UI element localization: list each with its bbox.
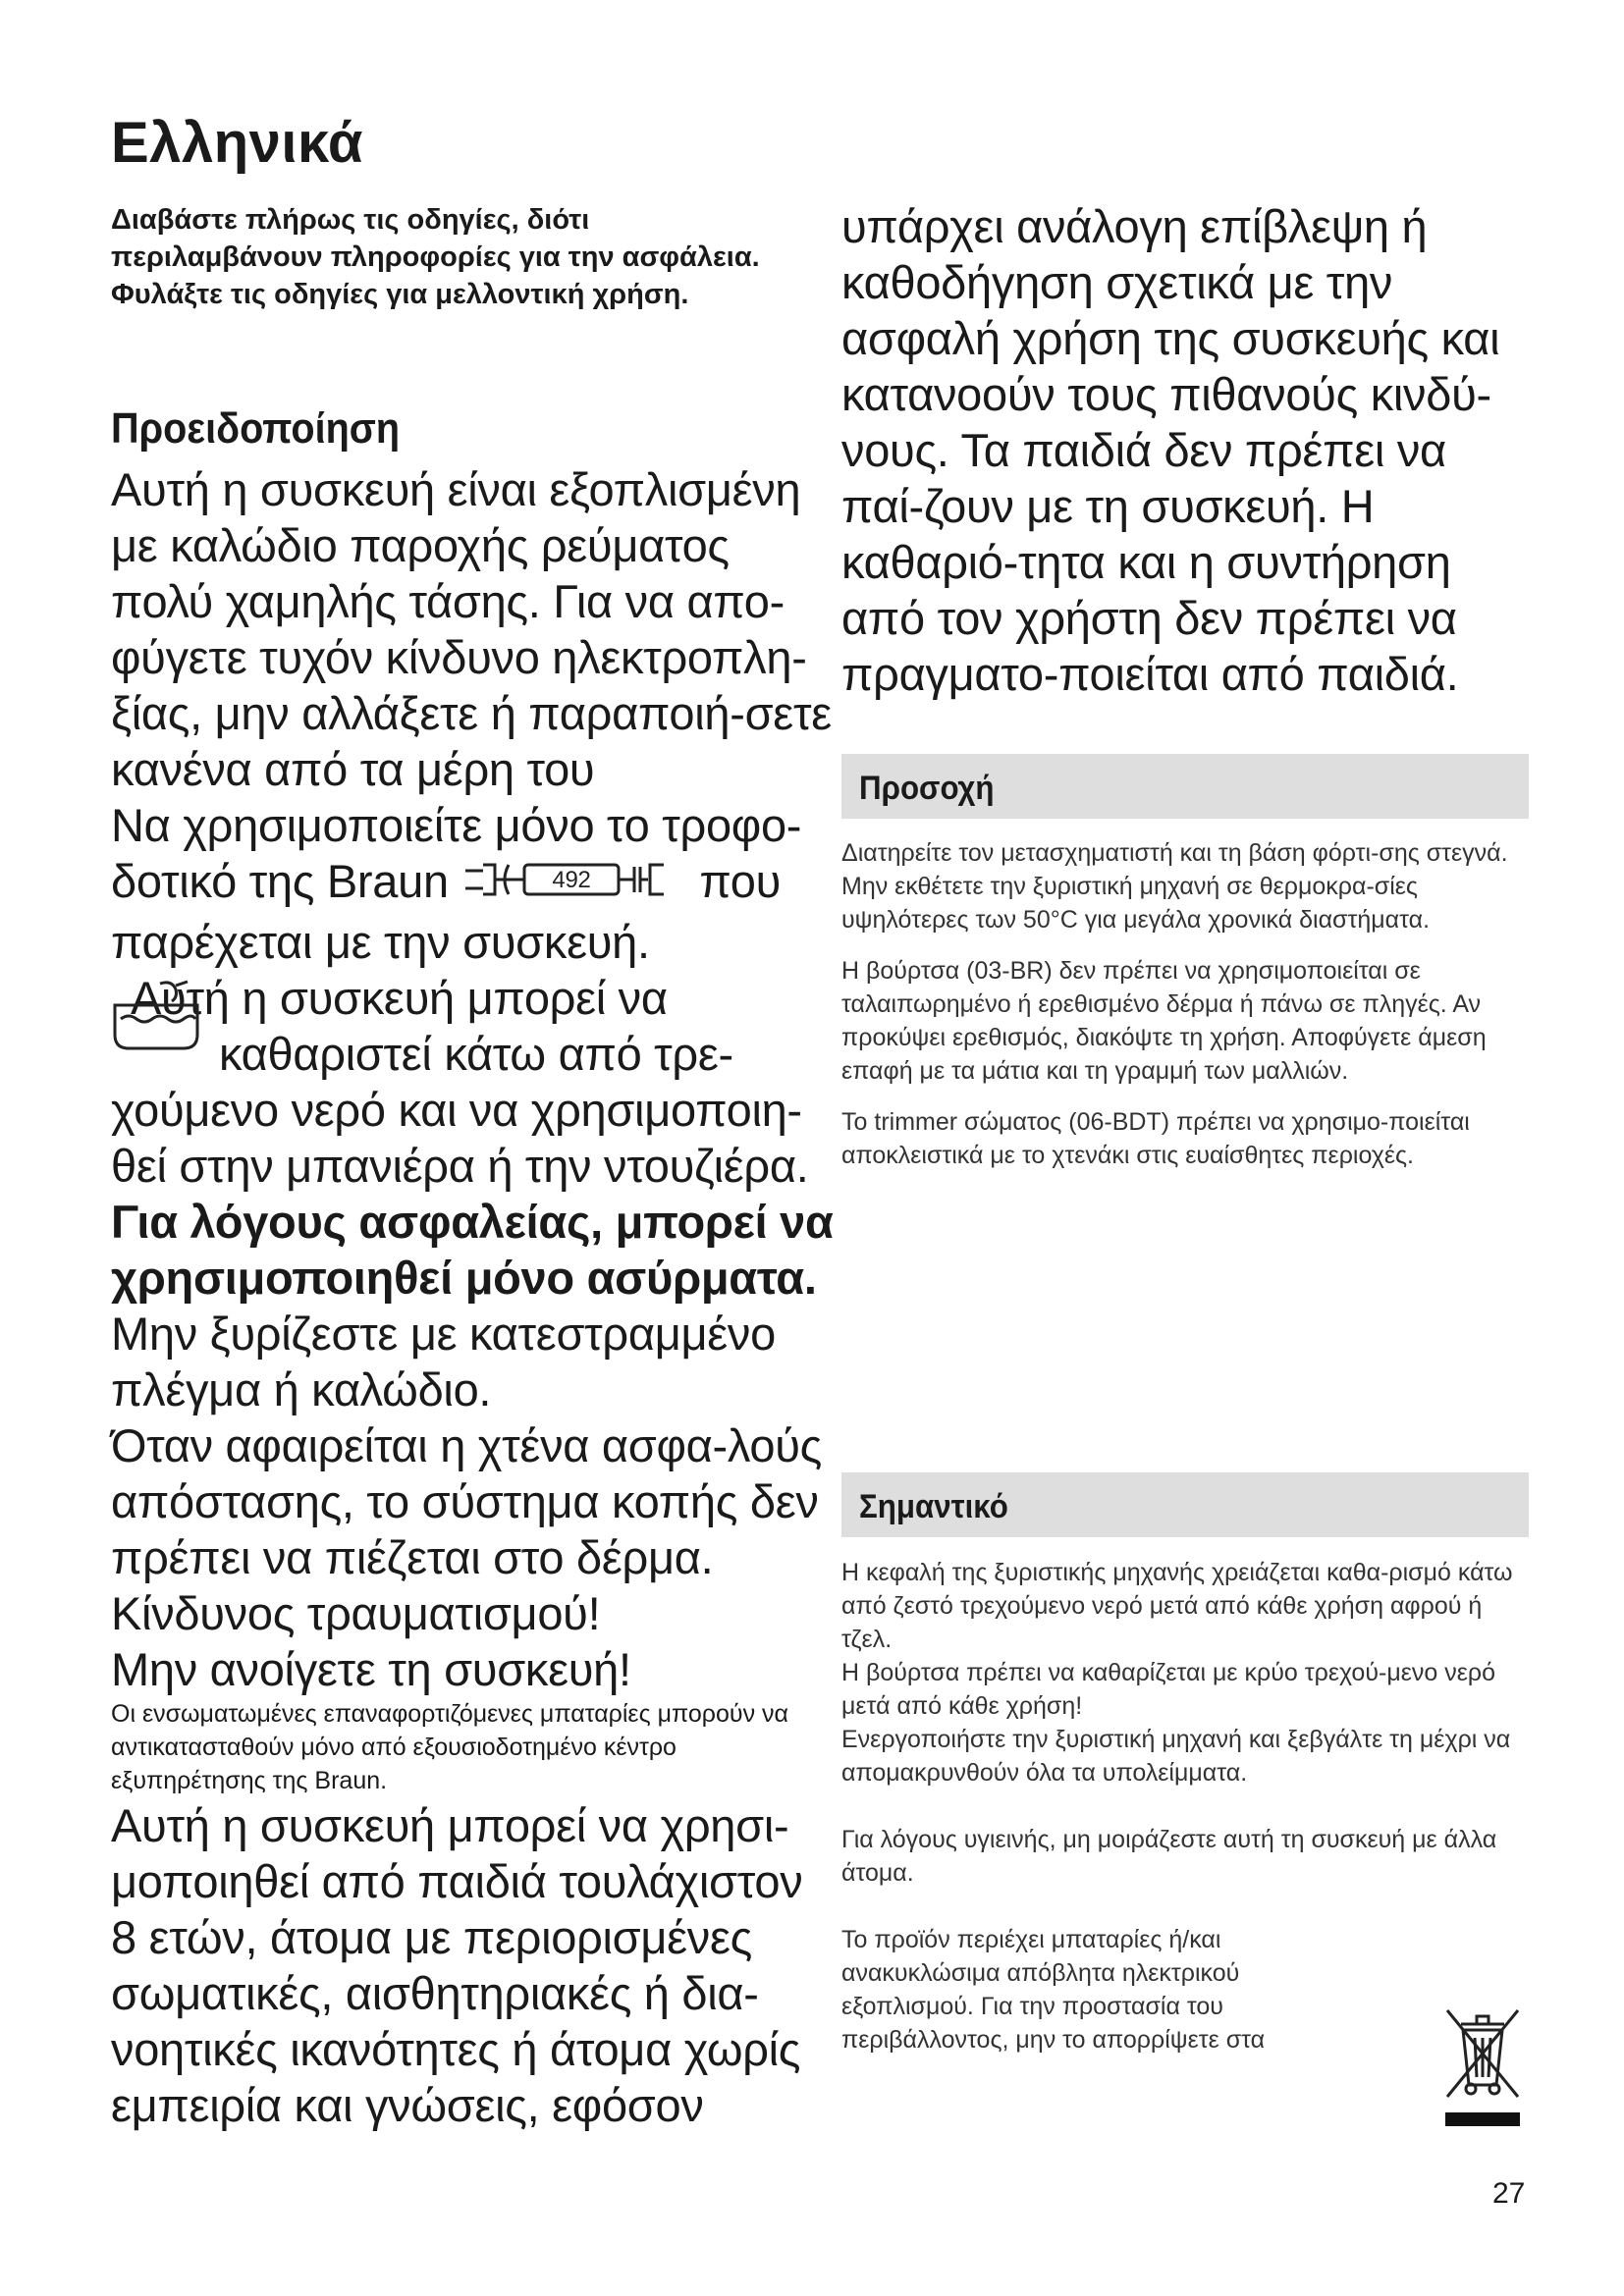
intro-paragraph: Διαβάστε πλήρως τις οδηγίες, διότι περιλαμβάνουν πληροφορίες για την ασφάλεια. Φυλάξτε τις οδηγίες για μελλοντική χρήση. bbox=[111, 204, 760, 310]
caution-heading-bar bbox=[841, 754, 1529, 819]
warning-paragraph-9: Αυτή η συσκευή μπορεί να χρησι-μοποιηθεί από παιδιά τουλάχιστον 8 ετών, άτομα με περιορισμένες σωματικές, αισθητηριακές ή δια-νοητικές ικανότητες ή άτομα χωρίς εμπειρία και γνώσεις, εφόσον bbox=[111, 1798, 803, 2131]
important-paragraph-1: Η κεφαλή της ξυριστικής μηχανής χρειάζεται καθα-ρισμό κάτω από ζεστό τρεχούμενο νερό μετά από κάθε χρήση αφρού ή τζελ. bbox=[841, 1559, 1513, 1653]
important-paragraph-5: Το προϊόν περιέχει μπαταρίες ή/και ανακυκλώσιμα απόβλητα ηλεκτρικού εξοπλισμού. Για την προστασία του περιβάλλοντος, μην το απορρίψετε στα bbox=[841, 1926, 1266, 2054]
bath-washable-icon bbox=[107, 976, 205, 1059]
power-supply-model: 492 bbox=[552, 866, 591, 893]
caution-paragraph-1: Διατηρείτε τον μετασχηματιστή και τη βάση φόρτι-σης στεγνά. bbox=[841, 839, 1508, 867]
important-paragraph-4: Για λόγους υγιεινής, μη μοιράζεστε αυτή τη συσκευή με άλλα άτομα. bbox=[841, 1826, 1497, 1887]
page-number: 27 bbox=[1492, 2177, 1526, 2210]
caution-paragraph-3: Η βούρτσα (03-BR) δεν πρέπει να χρησιμοποιείται σε ταλαιπωρημένο ή ερεθισμένο δέρμα ή πάνω σε πληγές. Αν προκύψει ερεθισμός, διακόψτε τη χρήση. Αποφύγετε άμεση επαφή με τα μάτια και τη γραμμή των μαλλιών. bbox=[841, 957, 1487, 1085]
caution-paragraph-4: Το trimmer σώματος (06-BDT) πρέπει να χρησιμο-ποιείται αποκλειστικά με το χτενάκι στις ευαίσθητες περιοχές. bbox=[841, 1108, 1470, 1169]
warning-paragraph-1: Αυτή η συσκευή είναι εξοπλισμένη με καλώδιο παροχής ρεύματος πολύ χαμηλής τάσης. Για να απο-φύγετε τυχόν κίνδυνο ηλεκτροπλη-ξίας, μην αλλάξετε ή παραποιή-σετε κανένα από τα μέρη του bbox=[111, 463, 832, 795]
warning-paragraph-3 bbox=[111, 970, 838, 1194]
important-heading-bar bbox=[841, 1472, 1529, 1537]
warning-paragraph-8-small: Οι ενσωματωμένες επαναφορτιζόμενες μπαταρίες μπορούν να αντικατασταθούν μόνο από εξουσιοδοτημένο κέντρο εξυπηρέτησης της Braun. bbox=[111, 1699, 788, 1794]
important-paragraph-2: Η βούρτσα πρέπει να καθαρίζεται με κρύο τρεχού-μενο νερό μετά από κάθε χρήση! bbox=[841, 1659, 1496, 1720]
warning-paragraph-7: Μην ανοίγετε τη συσκευή! bbox=[111, 1642, 631, 1695]
crossed-bin-icon bbox=[1439, 2002, 1526, 2132]
warning-paragraph-6: Όταν αφαιρείται η χτένα ασφα-λούς απόστασης, το σύστημα κοπής δεν πρέπει να πιέζεται στο δέρμα. Κίνδυνος τραυματισμού! bbox=[111, 1418, 822, 1639]
power-supply-text-after: που παρέχεται με την συσκευή. bbox=[111, 855, 782, 968]
bath-line-1: Αυτή η συσκευή μπορεί να bbox=[131, 971, 668, 1024]
warning-paragraph-2 bbox=[111, 797, 838, 970]
language-title: Ελληνικά bbox=[111, 111, 364, 175]
warning-heading: Προειδοποίηση bbox=[111, 404, 401, 453]
warning-paragraph-9-continued: υπάρχει ανάλογη επίβλεψη ή καθοδήγηση σχετικά με την ασφαλή χρήση της συσκευής και κατανοούν τους πιθανούς κινδύ-νους. Τα παιδιά δεν πρέπει να παί-ζουν με τη συσκευή. Η καθαριό-τητα και η συντήρηση από τον χρήστη δεν πρέπει να πραγματο-ποιείται από παιδιά. bbox=[841, 200, 1500, 700]
caution-heading: Προσοχή bbox=[859, 770, 995, 807]
important-block bbox=[841, 1556, 1529, 2056]
bath-line-2: καθαριστεί κάτω από τρε- bbox=[219, 1027, 733, 1080]
warning-column-left bbox=[111, 461, 838, 2133]
power-supply-text: Να χρησιμοποιείτε μόνο το τροφο-δοτικό της Braun bbox=[111, 799, 802, 907]
caution-paragraph-2: Μην εκθέτετε την ξυριστική μηχανή σε θερμοκρα-σίες υψηλότερες των 50°C για μεγάλα χρονικά διαστήματα. bbox=[841, 873, 1431, 934]
important-paragraph-3: Ενεργοποιήστε την ξυριστική μηχανή και ξεβγάλτε τη μέχρι να απομακρυνθούν όλα τα υπολείμματα. bbox=[841, 1726, 1511, 1787]
warning-paragraph-4-bold: Για λόγους ασφαλείας, μπορεί να χρησιμοποιηθεί μόνο ασύρματα. bbox=[111, 1195, 834, 1304]
power-supply-icon bbox=[461, 857, 687, 914]
warning-column-right bbox=[841, 198, 1529, 702]
bath-line-rest: χούμενο νερό και να χρησιμοποιη-θεί στην μπανιέρα ή την ντουζιέρα. bbox=[111, 1083, 809, 1192]
warning-paragraph-5: Μην ξυρίζεστε με κατεστραμμένο πλέγμα ή καλώδιο. bbox=[111, 1307, 776, 1415]
important-heading: Σημαντικό bbox=[859, 1488, 1008, 1525]
caution-block bbox=[841, 836, 1529, 1172]
